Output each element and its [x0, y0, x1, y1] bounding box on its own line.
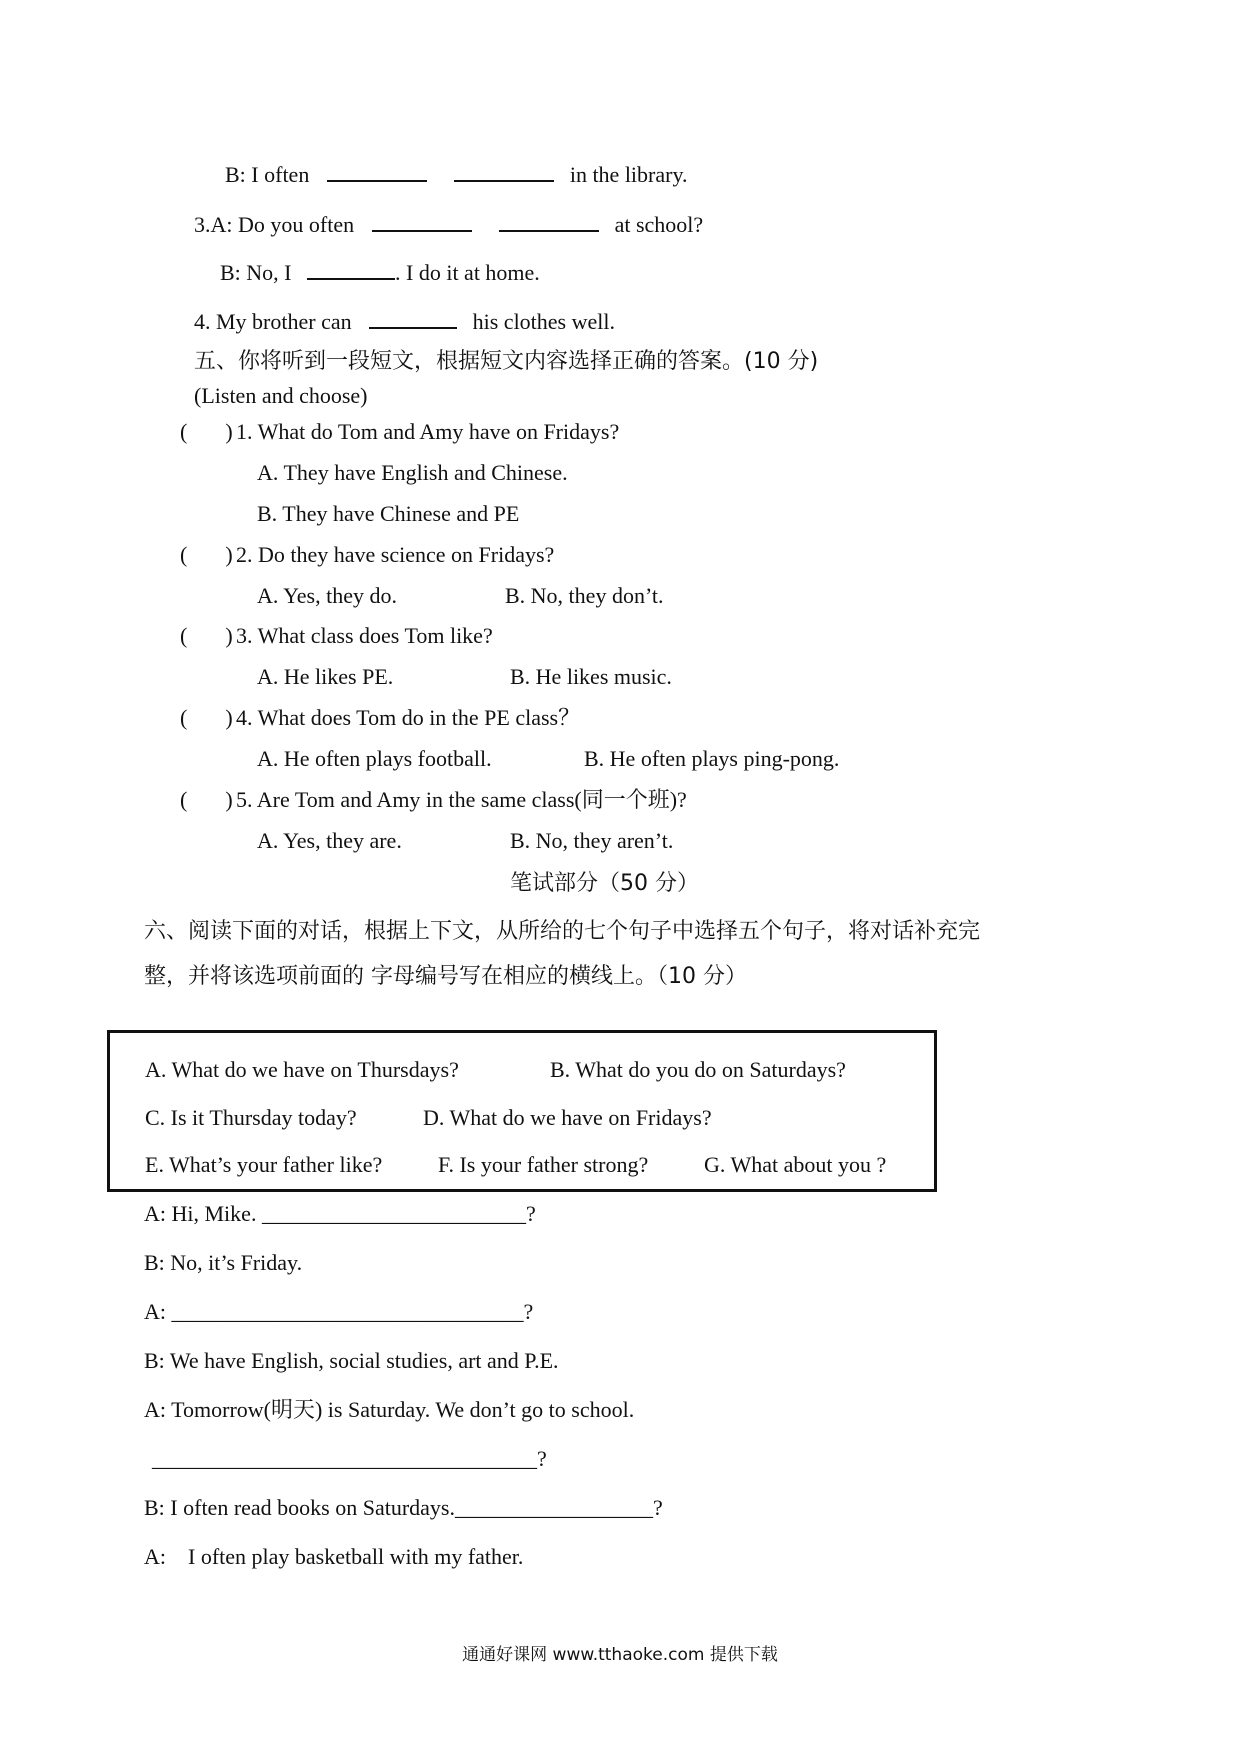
q3b-line	[220, 258, 540, 287]
question-text: 3. What class does Tom like?	[236, 623, 493, 648]
q5-4-option-a: A. He often plays football.	[257, 746, 492, 771]
q3b-blank[interactable]	[307, 258, 395, 280]
question-text: 5. Are Tom and Amy in the same class(同一个班)?	[236, 787, 687, 812]
q5-5-option-a: A. Yes, they are.	[257, 828, 402, 853]
q5-2-option-b: B. No, they don’t.	[505, 583, 664, 608]
option-c: C. Is it Thursday today?	[145, 1105, 357, 1130]
section6-heading-line2: 整，并将该选项前面的 字母编号写在相应的横线上。（10 分）	[144, 964, 747, 989]
q3a-suffix: at school?	[614, 212, 704, 237]
dialogue-line: A: Tomorrow(明天) is Saturday. We don’t go to school.	[144, 1397, 635, 1422]
option-e: E. What’s your father like?	[145, 1152, 383, 1177]
q5-3-option-a: A. He likes PE.	[257, 664, 394, 689]
q2b-blank-1[interactable]	[327, 160, 427, 182]
question-text: 1. What do Tom and Amy have on Fridays?	[236, 419, 620, 444]
dialogue-line: A: I often play basketball with my father.	[144, 1544, 524, 1569]
question-text: 2. Do they have science on Fridays?	[236, 542, 555, 567]
q3a-blank-1[interactable]	[372, 210, 472, 232]
q5-4	[180, 704, 580, 732]
q2-answer-line	[225, 160, 688, 189]
answer-paren[interactable]: ( )	[180, 542, 233, 567]
dialogue-line[interactable]: ___________________________________?	[152, 1446, 547, 1471]
section5-heading: 五、你将听到一段短文，根据短文内容选择正确的答案。(10 分)	[194, 349, 819, 374]
q5-1	[180, 418, 619, 446]
q5-1-option-b: B. They have Chinese and PE	[257, 501, 520, 526]
q2b-prefix: B: I often	[225, 162, 310, 187]
q3b-prefix: B: No, I	[220, 260, 292, 285]
dialogue-line[interactable]: A: ________________________________?	[144, 1299, 534, 1324]
section5-subheading: (Listen and choose)	[194, 383, 368, 408]
q3a-blank-2[interactable]	[499, 210, 599, 232]
q5-2-option-a: A. Yes, they do.	[257, 583, 397, 608]
page-footer: 通通好课网 www.tthaoke.com 提供下载	[462, 1645, 778, 1665]
q2b-blank-2[interactable]	[454, 160, 554, 182]
answer-paren[interactable]: ( )	[180, 419, 233, 444]
q3a-prefix: 3.A: Do you often	[194, 212, 355, 237]
answer-paren[interactable]: ( )	[180, 705, 233, 730]
q5-5	[180, 786, 687, 814]
dialogue-line: B: We have English, social studies, art and P.E.	[144, 1348, 559, 1373]
answer-paren[interactable]: ( )	[180, 787, 233, 812]
dialogue-line[interactable]: A: Hi, Mike. ________________________?	[144, 1201, 536, 1226]
options-box	[107, 1030, 937, 1192]
q3b-suffix: . I do it at home.	[395, 260, 540, 285]
option-b: B. What do you do on Saturdays?	[550, 1057, 846, 1082]
section6-heading-line1: 六、阅读下面的对话，根据上下文，从所给的七个句子中选择五个句子，将对话补充完	[144, 919, 981, 944]
q5-5-option-b: B. No, they aren’t.	[510, 828, 674, 853]
q4-suffix: his clothes well.	[472, 309, 615, 334]
q5-3	[180, 622, 493, 650]
dialogue-line[interactable]: B: I often read books on Saturdays.__________________?	[144, 1495, 663, 1520]
option-g: G. What about you ?	[704, 1152, 887, 1177]
option-a: A. What do we have on Thursdays?	[145, 1057, 459, 1082]
q4-line	[194, 307, 615, 336]
q5-1-option-a: A. They have English and Chinese.	[257, 460, 568, 485]
q5-4-option-b: B. He often plays ping-pong.	[584, 746, 840, 771]
q4-prefix: 4. My brother can	[194, 309, 352, 334]
question-text: 4. What does Tom do in the PE class？	[236, 705, 581, 730]
answer-paren[interactable]: ( )	[180, 623, 233, 648]
q5-3-option-b: B. He likes music.	[510, 664, 672, 689]
q5-2	[180, 541, 554, 569]
option-f: F. Is your father strong?	[438, 1152, 649, 1177]
dialogue-line: B: No, it’s Friday.	[144, 1250, 303, 1275]
written-section-title: 笔试部分（50 分）	[510, 871, 699, 896]
option-d: D. What do we have on Fridays?	[423, 1105, 712, 1130]
q2b-suffix: in the library.	[569, 162, 688, 187]
q3a-line	[194, 210, 703, 239]
q4-blank[interactable]	[369, 307, 457, 329]
